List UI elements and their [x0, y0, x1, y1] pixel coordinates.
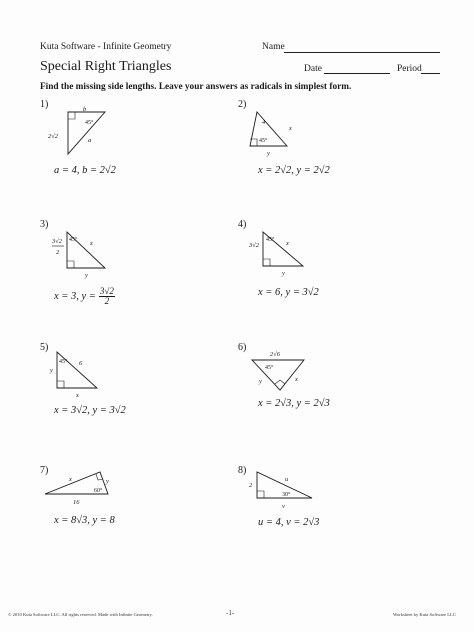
label-1-b: b — [83, 106, 87, 113]
problem-4-number: 4) — [238, 219, 247, 230]
label-3-left-den: 2 — [56, 249, 60, 256]
answer-3-prefix: x = 3, y = — [54, 291, 96, 303]
label-2-4: 4 — [262, 119, 266, 126]
answer-3-denominator: 2 — [104, 296, 110, 307]
label-6-top: 2√6 — [270, 351, 280, 358]
answer-3-numerator: 3√2 — [99, 286, 114, 296]
triangle-2 — [250, 112, 287, 146]
label-7-x: x — [69, 476, 72, 483]
label-2-y: y — [267, 150, 270, 157]
label-3-y: y — [85, 272, 88, 279]
angle-1: 45° — [85, 120, 94, 126]
label-3-left-num: 3√2 — [52, 238, 62, 245]
label-8-2: 2 — [249, 482, 253, 489]
label-4-left: 3√2 — [249, 242, 259, 249]
problem-7-number: 7) — [40, 465, 49, 476]
label-6-x: x — [295, 376, 298, 383]
right-angle-mark-4 — [263, 259, 270, 266]
label-5-x: x — [76, 392, 79, 399]
label-6-y: y — [259, 378, 262, 385]
label-5-6: 6 — [79, 360, 83, 367]
triangle-5 — [57, 352, 97, 388]
page-number: -1- — [226, 609, 235, 617]
label-2-x: x — [289, 125, 292, 132]
answer-3-fraction — [99, 287, 115, 307]
problem-8-number: 8) — [238, 465, 247, 476]
label-1-left: 2√2 — [48, 133, 58, 140]
angle-8: 30° — [282, 492, 291, 498]
angle-2: 45° — [259, 138, 268, 144]
name-label: Name — [262, 42, 285, 52]
instructions: Find the missing side lengths. Leave your answers as radicals in simplest form. — [40, 82, 352, 92]
answer-2: x = 2√2, y = 2√2 — [258, 165, 330, 176]
answer-3 — [54, 287, 115, 307]
problem-3-number: 3) — [40, 219, 49, 230]
angle-6: 45° — [265, 365, 274, 371]
label-7-16: 16 — [73, 499, 80, 506]
problem-1-number: 1) — [40, 99, 49, 110]
angle-3: 45° — [69, 237, 78, 243]
problem-6-number: 6) — [238, 342, 247, 353]
label-4-x: x — [286, 240, 289, 247]
answer-4: x = 6, y = 3√2 — [258, 287, 319, 298]
right-angle-mark-3 — [67, 261, 74, 268]
period-label: Period — [397, 64, 422, 74]
triangle-1 — [68, 112, 105, 154]
answer-1: a = 4, b = 2√2 — [54, 165, 116, 176]
problem-5-number: 5) — [40, 342, 49, 353]
page-title: Special Right Triangles — [40, 59, 172, 74]
answer-8: u = 4, v = 2√3 — [258, 517, 320, 528]
right-angle-mark-8 — [257, 491, 264, 498]
label-8-v: v — [282, 503, 285, 510]
answer-6: x = 2√3, y = 2√3 — [258, 398, 330, 409]
label-1-a: a — [88, 137, 92, 144]
triangle-6 — [252, 360, 304, 390]
answer-5: x = 3√2, y = 3√2 — [54, 405, 126, 416]
label-7-y: y — [106, 478, 109, 485]
right-angle-mark-1 — [68, 112, 75, 119]
date-label: Date — [304, 64, 322, 74]
angle-5: 45° — [59, 359, 68, 365]
label-4-y: y — [282, 270, 285, 277]
right-angle-mark-6 — [275, 380, 285, 384]
publisher-line: Kuta Software - Infinite Geometry — [40, 42, 172, 52]
right-angle-mark-5 — [57, 381, 64, 388]
problem-2-number: 2) — [238, 99, 247, 110]
label-5-y: y — [50, 367, 53, 374]
footer-credit: Worksheet by Kuta Software LLC — [393, 612, 456, 617]
label-8-u: u — [285, 476, 289, 483]
angle-7: 60° — [94, 488, 103, 494]
answer-7: x = 8√3, y = 8 — [54, 515, 115, 526]
footer-copyright: © 2010 Kuta Software LLC. All rights reserved. Made with Infinite Geometry. — [8, 612, 153, 617]
angle-4: 45° — [266, 237, 275, 243]
label-3-x: x — [90, 240, 93, 247]
